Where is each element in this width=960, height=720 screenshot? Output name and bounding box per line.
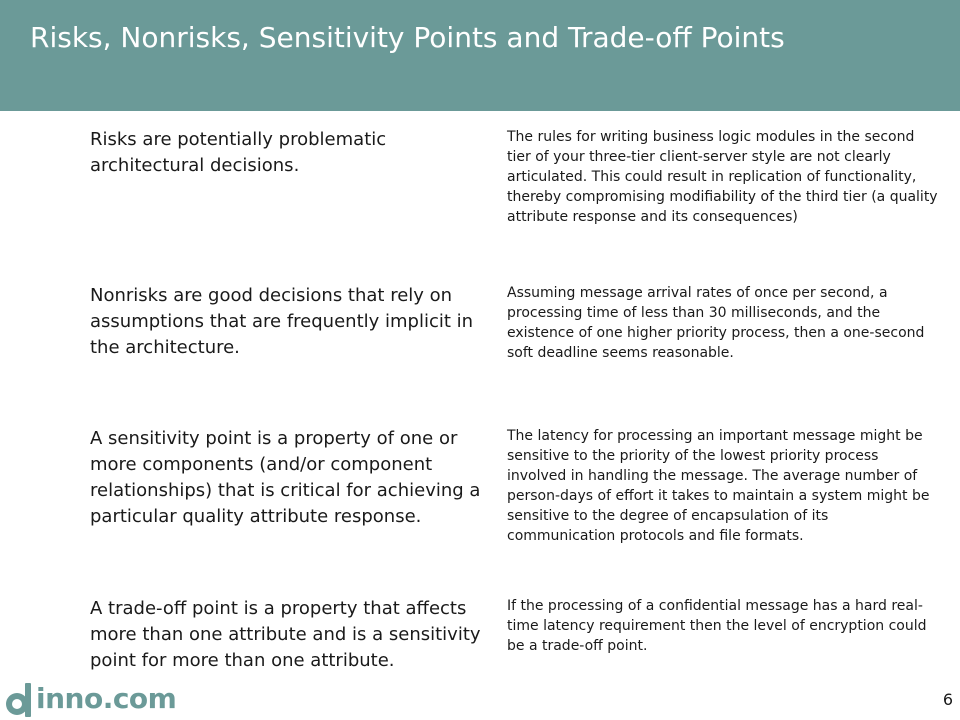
slide-title: Risks, Nonrisks, Sensitivity Points and Trade-off Points <box>30 21 785 54</box>
trade-off-point-definition: A trade-off point is a property that affects more than one attribute and is a sensitivity point for more than one attribute. <box>90 598 481 671</box>
logo-mark-icon <box>2 683 34 717</box>
trade-off-point-example: If the processing of a confidential message has a hard real-time latency requirement then the level of encryption could be a trade-off point. <box>507 598 927 654</box>
risk-definition: Risks are potentially problematic architectural decisions. <box>90 129 387 176</box>
risk-example: The rules for writing business logic modules in the second tier of your three-tier client-server style are not clearly articulated. This could result in replication of functionality, thereby compromising modifiability of the third tier (a quality attribute response and its consequences) <box>507 129 938 225</box>
nonrisk-definition: Nonrisks are good decisions that rely on assumptions that are frequently implicit in the architecture. <box>90 285 474 358</box>
logo-text: inno.com <box>36 682 177 715</box>
company-logo <box>2 681 182 719</box>
title-bar <box>0 0 960 111</box>
page-number: 6 <box>942 690 953 709</box>
sensitivity-point-definition: A sensitivity point is a property of one or more components (and/or component relationships) that is critical for achieving a particular quality attribute response. <box>90 428 481 527</box>
nonrisk-example: Assuming message arrival rates of once per second, a processing time of less than 30 milliseconds, and the existence of one higher priority process, then a one-second soft deadline seems reasonable. <box>507 285 925 361</box>
sensitivity-point-example: The latency for processing an important message might be sensitive to the priority of the lowest priority process involved in handling the message. The average number of person-days of effort it takes to maintain a system might be sensitive to the degree of encapsulation of its communication protocols and file formats. <box>507 428 930 544</box>
